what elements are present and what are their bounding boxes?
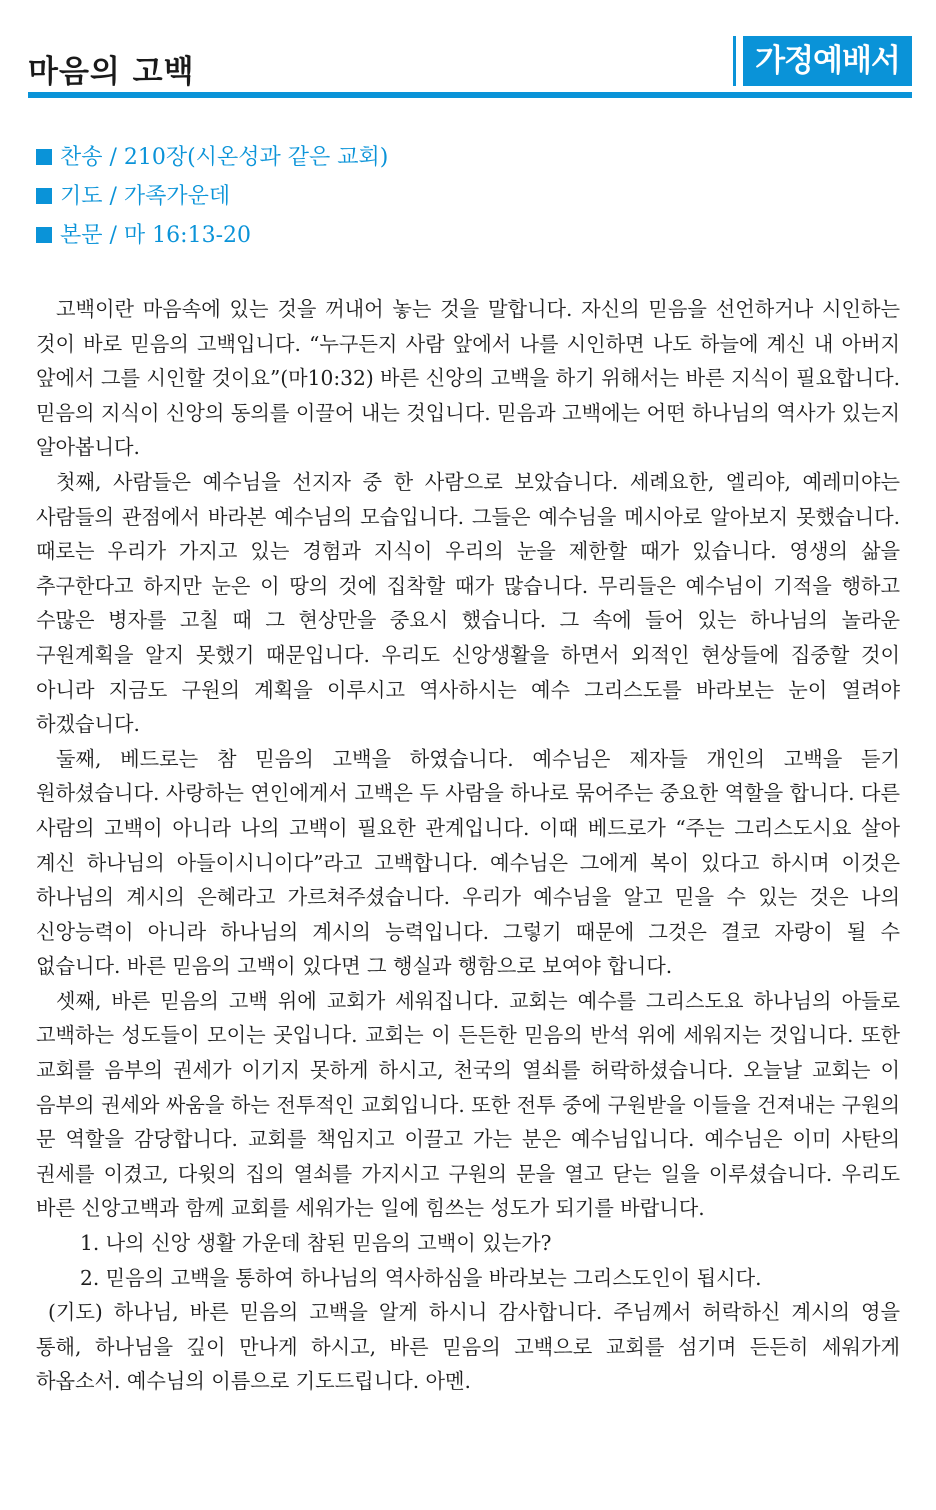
- section-badge: 가정예배서: [743, 36, 912, 86]
- reflection-question-1: 1. 나의 신앙 생활 가운데 참된 믿음의 고백이 있는가?: [80, 1231, 552, 1256]
- info-value: 210장(시온성과 같은 교회): [123, 145, 389, 170]
- page-header: [28, 30, 912, 98]
- info-separator: /: [102, 223, 124, 248]
- header-rule: [28, 92, 912, 98]
- square-bullet-icon: [36, 227, 52, 243]
- page-title: 마음의 고백: [28, 54, 195, 90]
- info-label: 기도: [60, 184, 103, 209]
- worship-info-list: [36, 138, 896, 255]
- info-value: 가족가운데: [123, 184, 231, 209]
- info-separator: /: [102, 184, 124, 209]
- second-point-paragraph: 둘째, 베드로는 참 믿음의 고백을 하였습니다. 예수님은 제자들 개인의 고백을 듣기 원하셨습니다. 사랑하는 연인에게서 고백은 두 사람을 하나로 묶어주는 중요한 역할을 합니다. 다른 사람의 고백이 아니라 나의 고백이 필요한 관계입니다. 이때 베드로가 “주는 그리스도시요 살아 계신 하나님의 아들이시니이다”라고 고백합니다. 예수님은 그에게 복이 있다고 하시며 이것은 하나님의 계시의 은혜라고 가르쳐주셨습니다. 우리가 예수님을 알고 믿을 수 있는 것은 나의 신앙능력이 아니라 하나님의 계시의 능력입니다. 그렇기 때문에 그것은 결코 자랑이 될 수 없습니다. 바른 믿음의 고백이 있다면 그 행실과 행함으로 보여야 합니다.: [36, 746, 900, 979]
- header-divider: [733, 36, 736, 86]
- square-bullet-icon: [36, 149, 52, 165]
- sermon-body: [36, 292, 900, 1399]
- info-value: 마 16:13-20: [123, 223, 251, 248]
- info-item-prayer: [36, 177, 896, 216]
- info-separator: /: [102, 145, 124, 170]
- reflection-question-2: 2. 믿음의 고백을 통하여 하나님의 역사하심을 바라보는 그리스도인이 됩시다.: [80, 1265, 762, 1290]
- closing-prayer: (기도) 하나님, 바른 믿음의 고백을 알게 하시니 감사합니다. 주님께서 허락하신 계시의 영을 통해, 하나님을 깊이 만나게 하시고, 바른 믿음의 고백으로 교회를 섬기며 든든히 세워가게 하옵소서. 예수님의 이름으로 기도드립니다. 아멘.: [36, 1300, 900, 1394]
- info-label: 찬송: [60, 145, 103, 170]
- intro-paragraph: 고백이란 마음속에 있는 것을 꺼내어 놓는 것을 말합니다. 자신의 믿음을 선언하거나 시인하는 것이 바로 믿음의 고백입니다. “누구든지 사람 앞에서 나를 시인하면 나도 하늘에 계신 내 아버지 앞에서 그를 시인할 것이요”(마10:32) 바른 신앙의 고백을 하기 위해서는 바른 지식이 필요합니다. 믿음의 지식이 신앙의 동의를 이끌어 내는 것입니다. 믿음과 고백에는 어떤 하나님의 역사가 있는지 알아봅니다.: [36, 297, 900, 460]
- info-label: 본문: [60, 223, 103, 248]
- info-item-scripture: [36, 216, 896, 255]
- third-point-paragraph: 셋째, 바른 믿음의 고백 위에 교회가 세워집니다. 교회는 예수를 그리스도요 하나님의 아들로 고백하는 성도들이 모이는 곳입니다. 교회는 이 든든한 믿음의 반석 위에 세워지는 것입니다. 또한 교회를 음부의 권세가 이기지 못하게 하시고, 천국의 열쇠를 허락하셨습니다. 오늘날 교회는 이 음부의 권세와 싸움을 하는 전투적인 교회입니다. 또한 전투 중에 구원받을 이들을 건져내는 구원의 문 역할을 감당합니다. 교회를 책임지고 이끌고 가는 분은 예수님입니다. 예수님은 이미 사탄의 권세를 이겼고, 다윗의 집의 열쇠를 가지시고 구원의 문을 열고 닫는 일을 이루셨습니다. 우리도 바른 신앙고백과 함께 교회를 세워가는 일에 힘쓰는 성도가 되기를 바랍니다.: [36, 988, 900, 1221]
- first-point-paragraph: 첫째, 사람들은 예수님을 선지자 중 한 사람으로 보았습니다. 세례요한, 엘리야, 예레미야는 사람들의 관점에서 바라본 예수님의 모습입니다. 그들은 예수님을 메시아로 알아보지 못했습니다. 때로는 우리가 가지고 있는 경험과 지식이 우리의 눈을 제한할 때가 있습니다. 영생의 삶을 추구한다고 하지만 눈은 이 땅의 것에 집착할 때가 많습니다. 무리들은 예수님이 기적을 행하고 수많은 병자를 고칠 때 그 현상만을 중요시 했습니다. 그 속에 들어 있는 하나님의 놀라운 구원계획을 알지 못했기 때문입니다. 우리도 신앙생활을 하면서 외적인 현상들에 집중할 것이 아니라 지금도 구원의 계획을 이루시고 역사하시는 예수 그리스도를 바라보는 눈이 열려야 하겠습니다.: [36, 469, 900, 737]
- square-bullet-icon: [36, 188, 52, 204]
- info-item-hymn: [36, 138, 896, 177]
